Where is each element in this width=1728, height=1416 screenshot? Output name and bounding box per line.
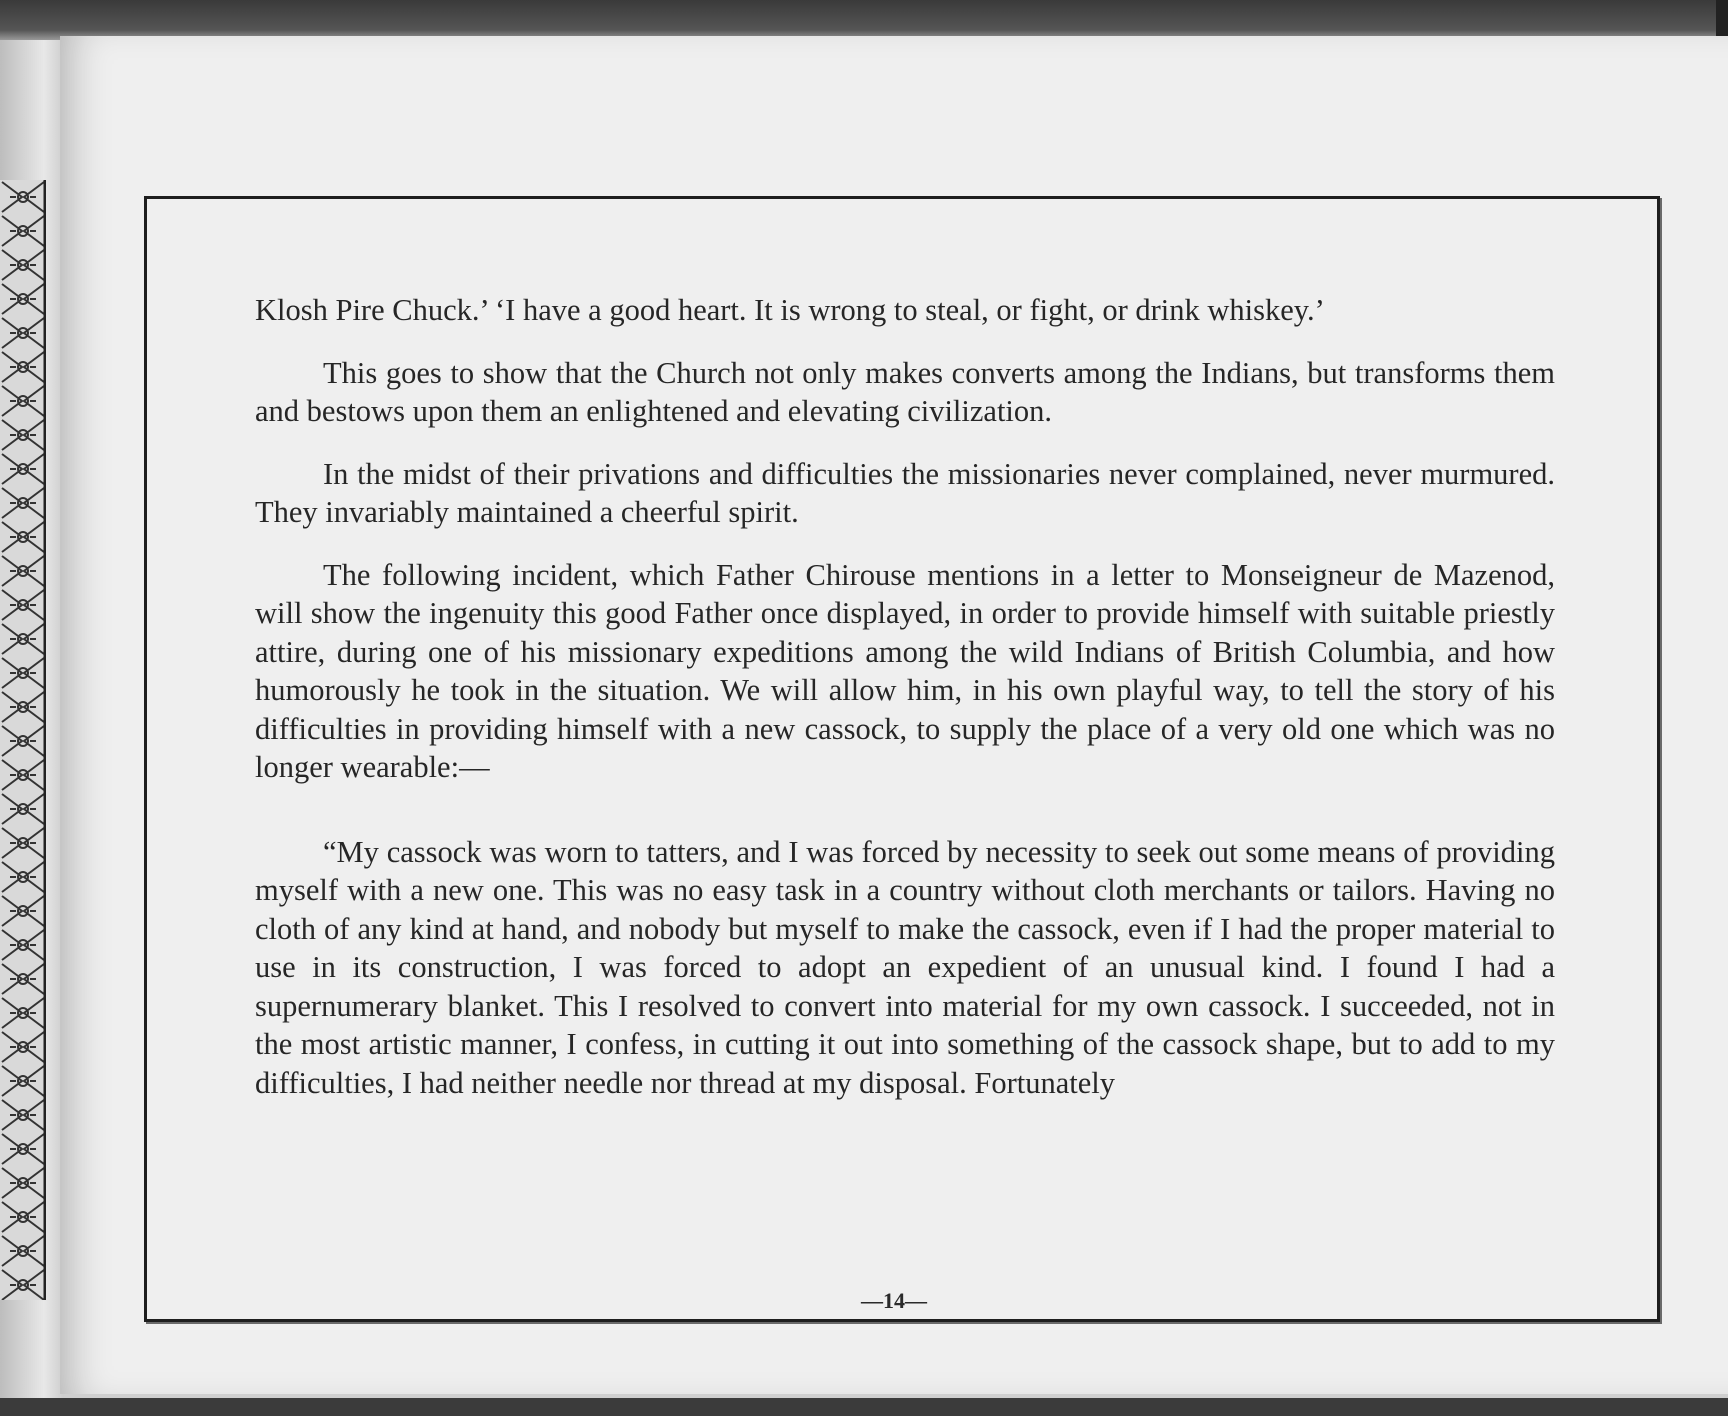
page-frame bbox=[144, 196, 1660, 1322]
quoted-paragraph: “My cassock was worn to tatters, and I was forced by necessity to seek out some means of providing myself with a new one. This was no easy task in a country without cloth merchants or tailors. Having no cloth of any kind at hand, and nobody but myself to make the cassock, even if I had the proper material to use in its construction, I was forced to adopt an expedient of an unusual kind. I found I had a supernumerary blanket. This I resolved to convert into material for my own cassock. I succeeded, not in the most artistic manner, I confess, in cutting it out into something of the cassock shape, but to add to my difficulties, I had neither needle nor thread at my disposal. Fortunately bbox=[255, 834, 1555, 1100]
scan-bottom-edge bbox=[0, 1398, 1728, 1416]
paragraph-continuation: Klosh Pire Chuck.’ ‘I have a good heart. It is wrong to steal, or fight, or drink whiskey.’ bbox=[255, 293, 1325, 327]
paragraph: In the midst of their privations and difficulties the missionaries never complained, never murmured. They invariably maintained a cheerful spirit. bbox=[255, 456, 1555, 529]
book-spine bbox=[0, 40, 64, 1400]
page-body bbox=[255, 291, 1555, 1126]
paragraph: This goes to show that the Church not only makes converts among the Indians, but transforms them and bestows upon them an enlightened and elevating civilization. bbox=[255, 355, 1555, 428]
ornamental-border-icon bbox=[0, 180, 46, 1300]
book-page bbox=[60, 36, 1728, 1394]
page-number: —14— bbox=[861, 1288, 927, 1313]
paragraph: The following incident, which Father Chirouse mentions in a letter to Monseigneur de Mazenod, will show the ingenuity this good Father once displayed, in order to provide himself with suitable priestly attire, during one of his missionary expeditions among the wild Indians of British Columbia, and how humorously he took in the situation. We will allow him, in his own playful way, to tell the story of his difficulties in providing himself with a new cassock, to supply the place of a very old one which was no longer wearable:— bbox=[255, 557, 1555, 784]
